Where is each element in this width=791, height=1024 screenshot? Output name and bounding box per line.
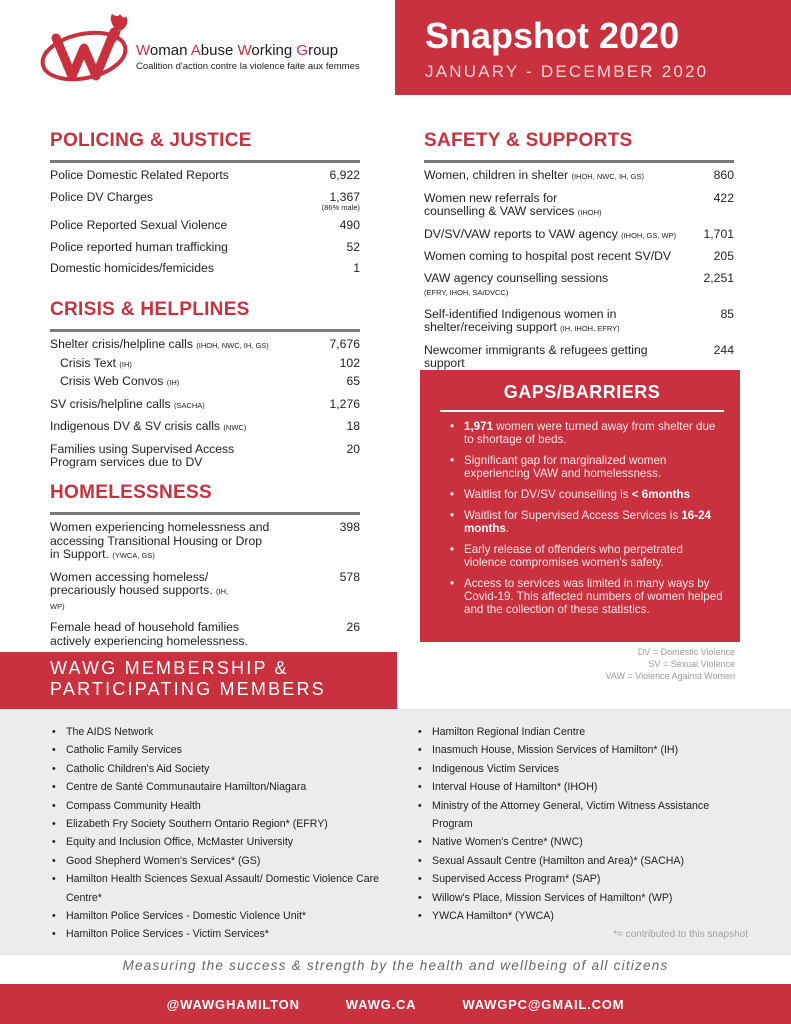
- member-item: • The AIDS Network: [50, 723, 380, 741]
- member-item: • Centre de Santé Communautaire Hamilton/Niagara: [50, 778, 380, 796]
- member-item: • Interval House of Hamilton* (IHOH): [416, 778, 736, 796]
- policing-section: [50, 130, 360, 284]
- stat-row: Police Domestic Related Reports 6,922: [50, 168, 360, 182]
- stat-row: Women experiencing homelessness and accessing Transitional Housing or Drop in Support. (YWCA, GS) 398: [50, 520, 360, 561]
- stat-row: Police DV Charges 1,367 (86% male): [50, 189, 360, 212]
- stat-row: Shelter crisis/helpline calls (IHOH, NWC, IH, GS) 7,676: [50, 337, 360, 351]
- safety-section: [424, 130, 734, 393]
- member-item: • Catholic Children's Aid Society: [50, 760, 380, 778]
- member-item: • Hamilton Health Sciences Sexual Assault/ Domestic Violence Care Centre*: [50, 870, 380, 907]
- org-logo: [38, 12, 358, 82]
- member-item: • Supervised Access Program* (SAP): [416, 870, 736, 888]
- stat-row: Women coming to hospital post recent SV/DV 205: [424, 249, 734, 263]
- stat-row: Female head of household families actively experiencing homelessness. 26: [50, 620, 360, 648]
- member-item: • Indigenous Victim Services: [416, 760, 736, 778]
- stat-row: SV crisis/helpline calls (SACHA) 1,276: [50, 396, 360, 411]
- section-title: CRISIS & HELPLINES: [50, 299, 360, 332]
- stat-row: Crisis Text (IH) 102: [60, 355, 360, 370]
- member-item: • Sexual Assault Centre (Hamilton and Area)* (SACHA): [416, 852, 736, 870]
- tagline: Measuring the success & strength by the health and wellbeing of all citizens: [122, 958, 669, 973]
- list-item: • Waitlist for Supervised Access Services is 16-24 months.: [440, 509, 724, 535]
- member-item: • Catholic Family Services: [50, 741, 380, 759]
- member-item: • Compass Community Health: [50, 797, 380, 815]
- org-name: Woman Abuse Working Group: [136, 42, 339, 59]
- stat-row: Newcomer immigrants & refugees getting support 244: [424, 342, 734, 370]
- abbreviation-legend: DV = Domestic Violence SV = Sexual Violence VAW = Violence Against Women: [605, 647, 735, 681]
- stat-row: Indigenous DV & SV crisis calls (NWC) 18: [50, 419, 360, 433]
- website-link[interactable]: WAWG.CA: [345, 996, 417, 1012]
- section-title: HOMELESSNESS: [50, 482, 360, 515]
- member-item: • Inasmuch House, Mission Services of Hamilton* (IH): [416, 741, 736, 759]
- stat-row: Women, children in shelter (IHOH, NWC, IH, GS) 860: [424, 168, 734, 182]
- contributed-note: *= contributed to this snapshot: [613, 929, 748, 940]
- stat-row: Women accessing homeless/ precariously housed supports. (IH, WP) 578: [50, 569, 360, 611]
- stat-row: Domestic homicides/femicides 1: [50, 261, 360, 275]
- list-item: • Access to services was limited in many ways by Covid-19. This affected numbers of women helped and the collection of these statistics.: [440, 577, 724, 616]
- org-subtitle: Coalition d'action contre la violence faite aux femmes: [136, 61, 360, 72]
- w-tulip-logo-icon: [38, 12, 138, 82]
- list-item: • Early release of offenders who perpetrated violence compromises women's safety.: [440, 543, 724, 569]
- member-item: • Willow's Place, Mission Services of Hamilton* (WP): [416, 889, 736, 907]
- header-banner: [395, 0, 791, 95]
- member-item: • YWCA Hamilton* (YWCA): [416, 907, 736, 925]
- section-title: SAFETY & SUPPORTS: [424, 130, 734, 163]
- stat-row: Police Reported Sexual Violence 490: [50, 218, 360, 232]
- stat-row: DV/SV/VAW reports to VAW agency (IHOH, GS, WP) 1,701: [424, 226, 734, 241]
- stat-note: (86% male): [321, 203, 360, 212]
- section-title: POLICING & JUSTICE: [50, 130, 360, 163]
- twitter-handle-link[interactable]: @WAWGHAMILTON: [166, 996, 300, 1012]
- member-item: • Equity and Inclusion Office, McMaster University: [50, 833, 380, 851]
- member-item: • Hamilton Police Services - Domestic Violence Unit*: [50, 907, 380, 925]
- gaps-barriers-box: [420, 370, 740, 642]
- list-item: • 1,971 women were turned away from shelter due to shortage of beds.: [440, 420, 724, 446]
- stat-row: Crisis Web Convos (IH) 65: [60, 374, 360, 388]
- stat-row: Police reported human trafficking 52: [50, 239, 360, 254]
- member-item: • Hamilton Regional Indian Centre: [416, 723, 736, 741]
- member-item: • Hamilton Police Services - Victim Services*: [50, 925, 380, 943]
- member-list-left: [50, 723, 380, 944]
- crisis-section: [50, 299, 360, 478]
- list-item: • Waitlist for DV/SV counselling is < 6months: [440, 488, 724, 501]
- stat-row: Families using Supervised Access Program services due to DV 20: [50, 441, 360, 469]
- member-list-right: [416, 723, 736, 925]
- homelessness-section: [50, 482, 360, 671]
- membership-title: WAWG MEMBERSHIP & PARTICIPATING MEMBERS: [0, 652, 397, 709]
- gaps-title: GAPS/BARRIERS: [440, 382, 724, 412]
- stat-row: VAW agency counselling sessions (EFRY, IHOH, SA/DVCC) 2,251: [424, 270, 734, 297]
- member-item: • Elizabeth Fry Society Southern Ontario Region* (EFRY): [50, 815, 380, 833]
- member-item: • Native Women's Centre* (NWC): [416, 833, 736, 851]
- member-item: • Good Shepherd Women's Services* (GS): [50, 852, 380, 870]
- member-item: • Ministry of the Attorney General, Victim Witness Assistance Program: [416, 797, 736, 834]
- email-link[interactable]: WAWGPC@GMAIL.COM: [462, 996, 625, 1012]
- gaps-list: [440, 420, 724, 616]
- period-label: JANUARY - DECEMBER 2020: [425, 62, 709, 81]
- footer-bar: [0, 984, 791, 1024]
- stat-row: Women new referrals for counselling & VAW services (IHOH) 422: [424, 190, 734, 218]
- page-title: Snapshot 2020: [425, 15, 680, 56]
- list-item: • Significant gap for marginalized women experiencing VAW and homelessness.: [440, 454, 724, 480]
- stat-row: Self-identified Indigenous women in shelter/receiving support (IH, IHOH, EFRY) 85: [424, 306, 734, 334]
